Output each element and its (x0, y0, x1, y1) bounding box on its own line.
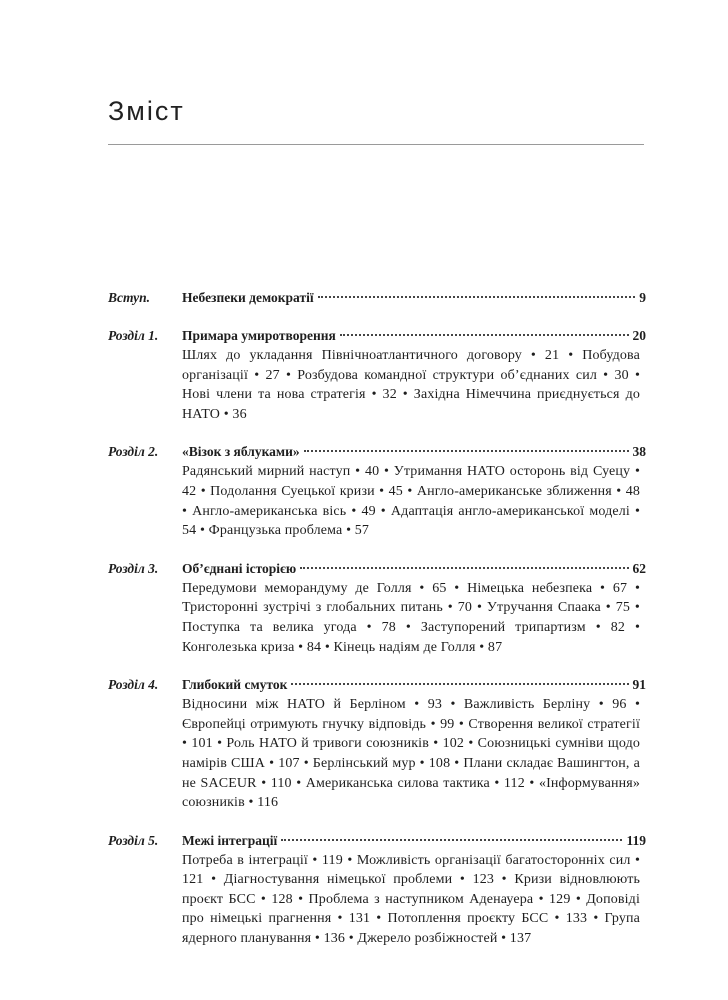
section-list: Потреба в інтеграції • 119 • Можливість організації багатосторонніх сил • 121 • Діагностування німецької проблеми • 123 • Кризи відновлюють проєкт БСС • 128 • Проблема з наступником Аденауера • 129 • Доповіді про німецькі прагнення • 131 • Потоплення проєкту БСС • 133 • Група ядерного планування • 136 • Джерело розбіжностей • 137 (182, 852, 640, 947)
section-list: Передумови меморандуму де Голля • 65 • Німецька небезпека • 67 • Тристоронні зустрічі з глобальних питань • 70 • Утручання Спаака • 75 • Поступка та велика угода • 78 • Заступорений трипартизм • 82 • Конголезька криза • 84 • Кінець надіям де Голля • 87 (182, 580, 640, 655)
section-list: Шлях до укладання Північноатлантичного договору • 21 • Побудова організації • 27 • Розбудова командної структури об’єднаних сил • 30 • Нові члени та нова стратегія • 32 • Західна Німеччина приєднується до НАТО • 36 (182, 348, 640, 422)
toc-entry (108, 675, 646, 813)
dot-leader (281, 839, 622, 841)
chapter-page-number: 119 (626, 832, 646, 848)
chapter-title: Межі інтеграції (182, 832, 278, 848)
chapter-title: Небезпеки демократії (182, 290, 314, 305)
chapter-title-row (182, 288, 646, 308)
dot-leader (300, 567, 628, 569)
chapter-title: Об’єднані історією (182, 560, 297, 576)
chapter-page-number: 62 (632, 560, 646, 576)
chapter-label: Розділ 4. (108, 677, 159, 693)
chapter-title-row (182, 831, 646, 851)
chapter-title-row (182, 442, 646, 462)
toc-entry (108, 559, 646, 657)
dot-leader (304, 450, 629, 452)
toc-entry (108, 288, 646, 308)
chapter-title-row (182, 675, 646, 695)
chapter-title: Примара умиротворення (182, 328, 336, 343)
dot-leader (340, 334, 629, 336)
chapter-label: Розділ 3. (108, 560, 159, 576)
page-title: Зміст (108, 96, 185, 126)
section-list: Відносини між НАТО й Берліном • 93 • Важливість Берліну • 96 • Європейці отримують гнучку відповідь • 99 • Створення великої стратегії • 101 • Роль НАТО й тривоги союзників • 102 • Союзницькі сумніви щодо намірів США • 107 • Берлінський мур • 108 • Плани складає Вашингтон, а не SACEUR • 110 • Американська силова тактика • 112 • «Інформування» союзників • 116 (182, 697, 640, 811)
chapter-page-number: 9 (639, 290, 646, 305)
chapter-label: Розділ 1. (108, 328, 159, 343)
chapter-label: Розділ 2. (108, 444, 159, 460)
chapter-page-number: 91 (632, 677, 646, 693)
chapter-title-row (182, 326, 646, 346)
dot-leader (291, 683, 628, 685)
chapter-title-row (182, 559, 646, 579)
toc-entry (108, 326, 646, 424)
title-rule (108, 144, 644, 145)
chapter-page-number: 20 (632, 328, 646, 343)
chapter-label: Вступ. (108, 290, 151, 305)
chapter-page-number: 38 (632, 444, 646, 460)
chapter-title: «Візок з яблуками» (182, 444, 300, 460)
dot-leader (318, 296, 636, 298)
chapter-title: Глибокий смуток (182, 677, 288, 693)
section-list: Радянський мирний наступ • 40 • Утримання НАТО осторонь від Суецу • 42 • Подолання Суецької кризи • 45 • Англо-американське зближення • 48 • Англо-американська вісь • 49 • Адаптація англо-американської моделі • 54 • Французька проблема • 57 (182, 464, 640, 539)
table-of-contents (108, 288, 646, 949)
toc-entry (108, 442, 646, 540)
chapter-label: Розділ 5. (108, 832, 159, 848)
toc-entry (108, 831, 646, 949)
